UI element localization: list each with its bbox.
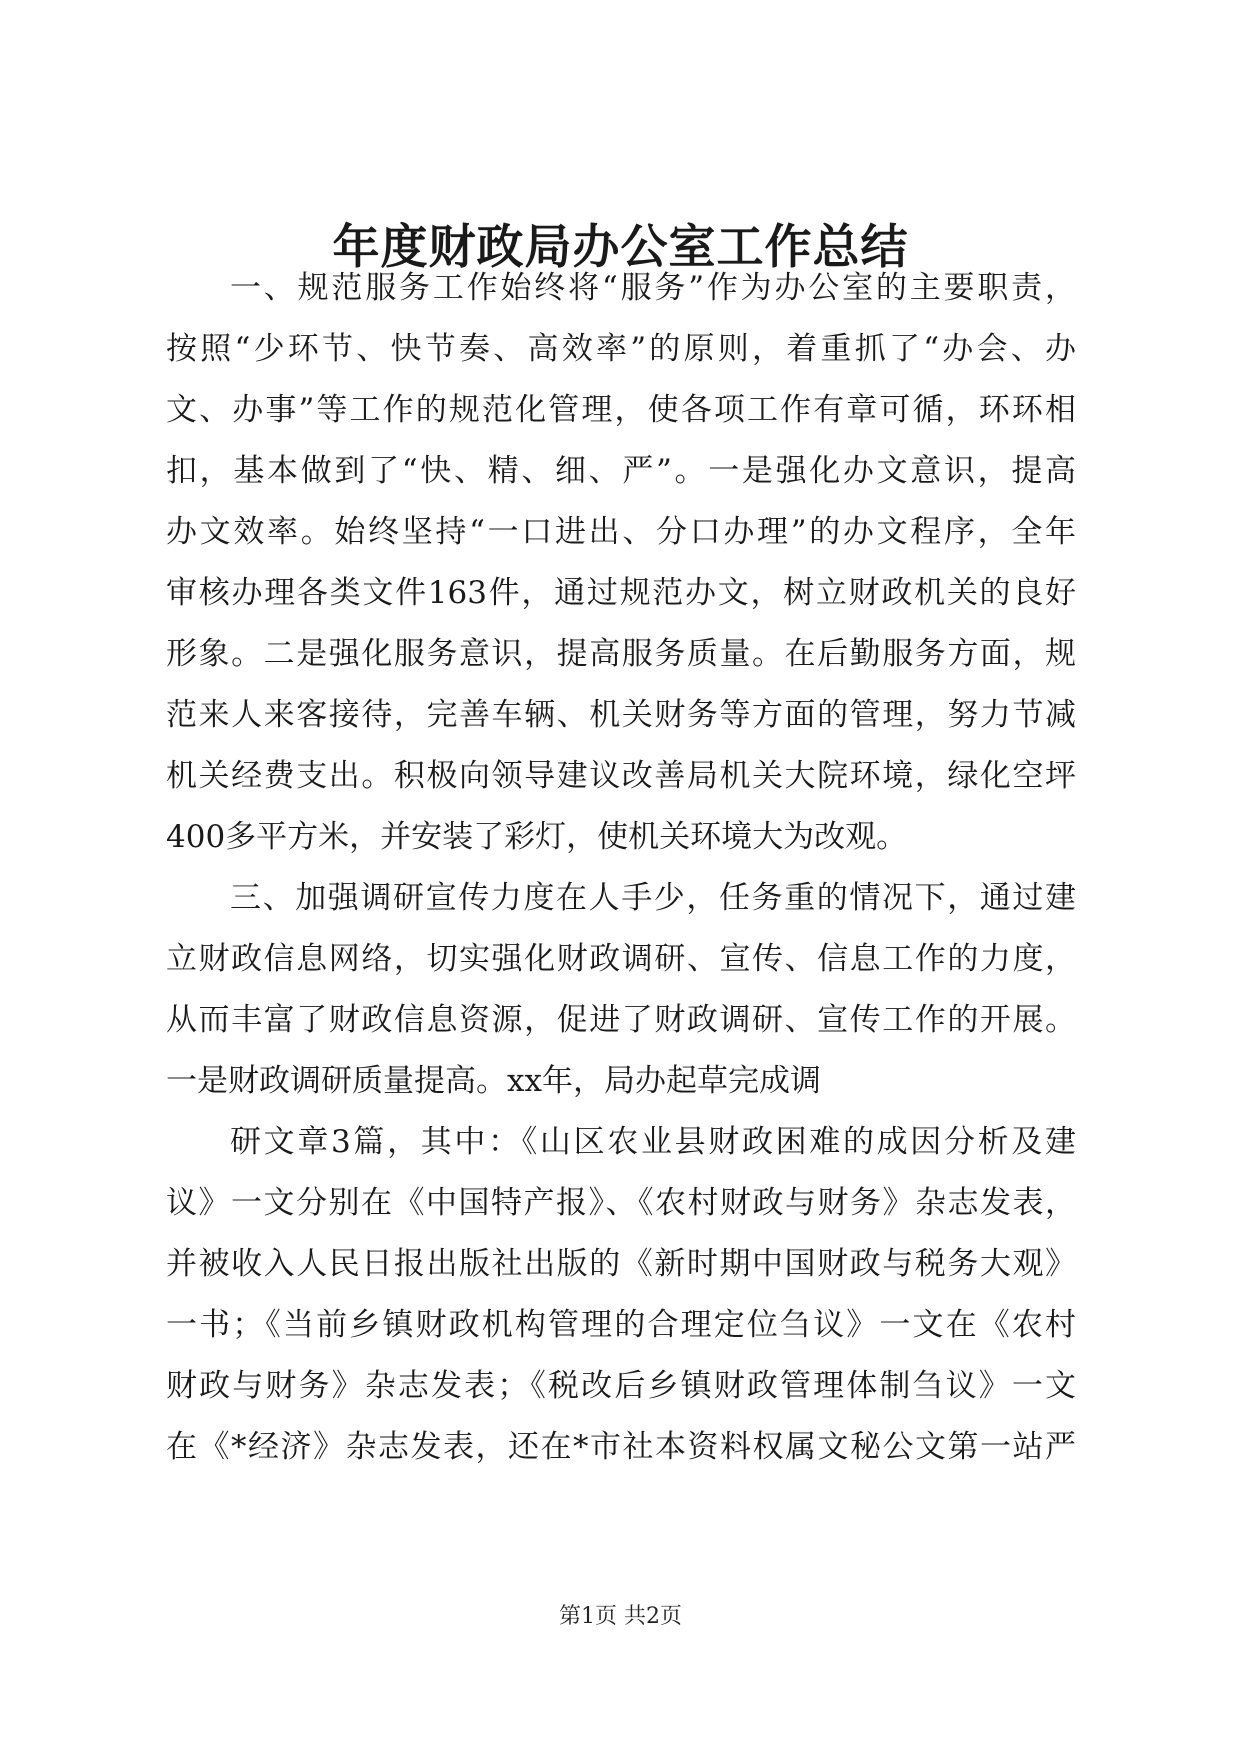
paragraph-line: 文、办事”等工作的规范化管理，使各项工作有章可循，环环相	[166, 392, 1076, 428]
paragraph-line: 一书；《当前乡镇财政机构管理的合理定位刍议》一文在《农村	[166, 1307, 1076, 1343]
paragraph-line: 财政与财务》杂志发表；《税改后乡镇财政管理体制刍议》一文	[166, 1368, 1076, 1404]
paragraph-line: 扣，基本做到了“快、精、细、严”。一是强化办文意识，提高	[166, 453, 1076, 489]
paragraph-line: 办文效率。始终坚持“一口进出、分口办理”的办文程序，全年	[166, 514, 1076, 550]
paragraph-line: 形象。二是强化服务意识，提高服务质量。在后勤服务方面，规	[166, 636, 1076, 672]
paragraph-line: 并被收入人民日报出版社出版的《新时期中国财政与税务大观》	[166, 1246, 1076, 1282]
paragraph-line: 在《*经济》杂志发表，还在*市社本资料权属文秘公文第一站严	[166, 1429, 1076, 1465]
paragraph-line: 审核办理各类文件163件，通过规范办文，树立财政机关的良好	[166, 575, 1076, 611]
paragraph-line: 立财政信息网络，切实强化财政调研、宣传、信息工作的力度，	[166, 941, 1076, 977]
page-number-footer: 第1页 共2页	[559, 1604, 682, 1629]
paragraph-line: 范来人来客接待，完善车辆、机关财务等方面的管理，努力节减	[166, 697, 1076, 733]
paragraph-line: 三、加强调研宣传力度在人手少，任务重的情况下，通过建	[230, 880, 1076, 916]
paragraph-line: 一是财政调研质量提高。xx年，局办起草完成调	[166, 1063, 821, 1099]
paragraph-line: 研文章3篇，其中：《山区农业县财政困难的成因分析及建	[230, 1124, 1076, 1160]
paragraph-line: 按照“少环节、快节奏、高效率”的原则，着重抓了“办会、办	[166, 331, 1076, 367]
paragraph-line: 机关经费支出。积极向领导建议改善局机关大院环境，绿化空坪	[166, 758, 1076, 794]
paragraph-line: 议》一文分别在《中国特产报》、《农村财政与财务》杂志发表，	[166, 1185, 1076, 1221]
paragraph-line: 从而丰富了财政信息资源，促进了财政调研、宣传工作的开展。	[166, 1002, 1076, 1038]
document-title: 年度财政局办公室工作总结	[332, 220, 909, 275]
paragraph-line: 一、规范服务工作始终将“服务”作为办公室的主要职责，	[230, 270, 1076, 306]
paragraph-line: 400多平方米，并安装了彩灯，使机关环境大为改观。	[166, 819, 908, 855]
